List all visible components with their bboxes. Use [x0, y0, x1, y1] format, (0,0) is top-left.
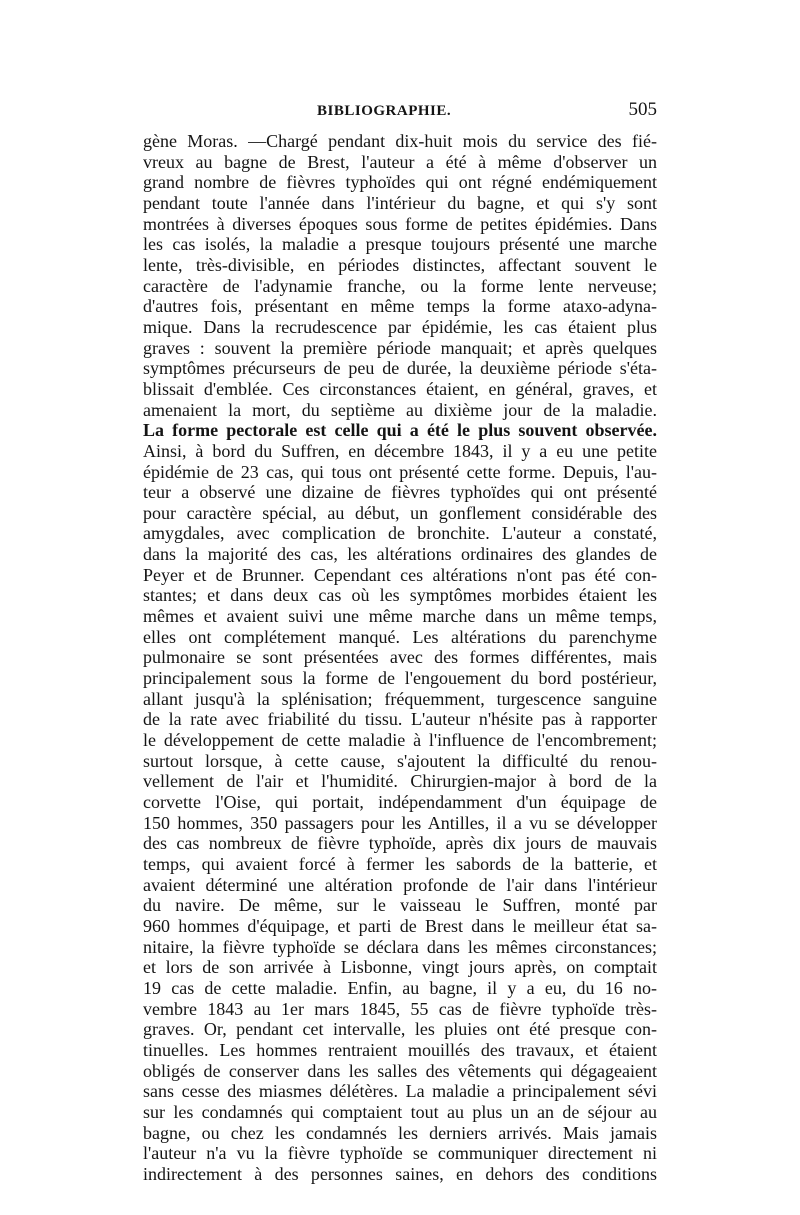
text-line: blissait d'emblée. Ces circonstances étaient, en général, graves, et: [143, 378, 657, 399]
text-line: elles ont complétement manqué. Les altérations du parenchyme: [143, 626, 657, 647]
text-line: pendant toute l'année dans l'intérieur du bagne, et qui s'y sont: [143, 192, 657, 213]
text-line: graves : souvent la première période manquait; et après quelques: [143, 337, 657, 358]
text-line: gène Moras. —Chargé pendant dix-huit mois du service des fié-: [143, 131, 657, 151]
text-line: sans cesse des miasmes délétères. La maladie a principalement sévi: [143, 1081, 657, 1102]
text-line: des cas nombreux de fièvre typhoïde, après dix jours de mauvais: [143, 833, 657, 854]
text-line: et lors de son arrivée à Lisbonne, vingt jours après, on comptait: [143, 957, 657, 978]
text-line: amenaient la mort, du septième au dixième jour de la maladie.: [143, 399, 657, 420]
text-line: bagne, ou chez les condamnés les derniers arrivés. Mais jamais: [143, 1122, 657, 1143]
text-line: corvette l'Oise, qui portait, indépendamment d'un équipage de: [143, 792, 657, 812]
text-line: du navire. De même, sur le vaisseau le Suffren, monté par: [143, 895, 657, 916]
text-line: montrées à diverses époques sous forme de petites épidémies. Dans: [143, 213, 657, 234]
text-line: teur a observé une dizaine de fièvres typhoïdes qui ont présenté: [143, 482, 657, 503]
text-line: surtout lorsque, à cette cause, s'ajoutent la difficulté du renou-: [143, 750, 657, 771]
text-line: de la rate avec friabilité du tissu. L'auteur n'hésite pas à rapporter: [143, 709, 657, 730]
text-line: vreux au bagne de Brest, l'auteur a été à même d'observer un: [143, 151, 657, 172]
text-line: tinuelles. Les hommes rentraient mouillés des travaux, et étaient: [143, 1039, 657, 1060]
text-line: vembre 1843 au 1er mars 1845, 55 cas de fièvre typhoïde très-: [143, 998, 657, 1019]
text-line: grand nombre de fièvres typhoïdes qui ont régné endémiquement: [143, 172, 657, 193]
text-line: obligés de conserver dans les salles des vêtements qui dégageaient: [143, 1060, 657, 1081]
text-line: 960 hommes d'équipage, et parti de Brest dans le meilleur état sa-: [143, 915, 657, 936]
text-line: symptômes précurseurs de peu de durée, la deuxième période s'éta-: [143, 358, 657, 379]
text-line: stantes; et dans deux cas où les symptômes morbides étaient les: [143, 585, 657, 606]
running-header: [143, 96, 657, 126]
text-line: nitaire, la fièvre typhoïde se déclara dans les mêmes circonstances;: [143, 936, 657, 957]
text-line: pulmonaire se sont présentées avec des formes différentes, mais: [143, 647, 657, 668]
text-line: 19 cas de cette maladie. Enfin, au bagne, il y a eu, du 16 no-: [143, 977, 657, 998]
text-line: épidémie de 23 cas, qui tous ont présenté cette forme. Depuis, l'au-: [143, 461, 657, 482]
text-line: temps, qui avaient forcé à fermer les sabords de la batterie, et: [143, 853, 657, 874]
text-line: vellement de l'air et l'humidité. Chirurgien-major à bord de la: [143, 771, 657, 792]
text-line: La forme pectorale est celle qui a été le plus souvent observée.: [143, 420, 657, 441]
text-line: lente, très-divisible, en périodes distinctes, affectant souvent le: [143, 254, 657, 275]
running-head-title: BIBLIOGRAPHIE.: [317, 103, 452, 119]
text-line: mique. Dans la recrudescence par épidémie, les cas étaient plus: [143, 316, 657, 337]
text-line: caractère de l'adynamie franche, ou la forme lente nerveuse;: [143, 275, 657, 296]
text-line: avaient déterminé une altération profonde de l'air dans l'intérieur: [143, 874, 657, 895]
text-line: allant jusqu'à la splénisation; fréquemment, turgescence sanguine: [143, 688, 657, 709]
text-line: amygdales, avec complication de bronchite. L'auteur a constaté,: [143, 523, 657, 544]
text-line: graves. Or, pendant cet intervalle, les pluies ont été presque con-: [143, 1019, 657, 1040]
text-line: les cas isolés, la maladie a presque toujours présenté une marche: [143, 234, 657, 255]
text-line: principalement sous la forme de l'engouement du bord postérieur,: [143, 668, 657, 689]
text-line: pour caractère spécial, au début, un gonflement considérable des: [143, 502, 657, 523]
text-line: 150 hommes, 350 passagers pour les Antilles, il a vu se développer: [143, 812, 657, 833]
text-line: d'autres fois, présentant en même temps la forme ataxo-adyna-: [143, 296, 657, 317]
page-number: 505: [628, 99, 657, 120]
text-line: mêmes et avaient suivi une même marche dans un même temps,: [143, 606, 657, 627]
text-line: le développement de cette maladie à l'influence de l'encombrement;: [143, 730, 657, 751]
text-line: dans la majorité des cas, les altérations ordinaires des glandes de: [143, 544, 657, 565]
text-line: Ainsi, à bord du Suffren, en décembre 1843, il y a eu une petite: [143, 440, 657, 461]
text-line: sur les condamnés qui comptaient tout au plus un an de séjour au: [143, 1101, 657, 1122]
text-line: indirectement à des personnes saines, en dehors des conditions: [143, 1163, 657, 1184]
body-text: [143, 131, 657, 1184]
text-line: Peyer et de Brunner. Cependant ces altérations n'ont pas été con-: [143, 564, 657, 585]
text-line: l'auteur n'a vu la fièvre typhoïde se communiquer directement ni: [143, 1143, 657, 1164]
